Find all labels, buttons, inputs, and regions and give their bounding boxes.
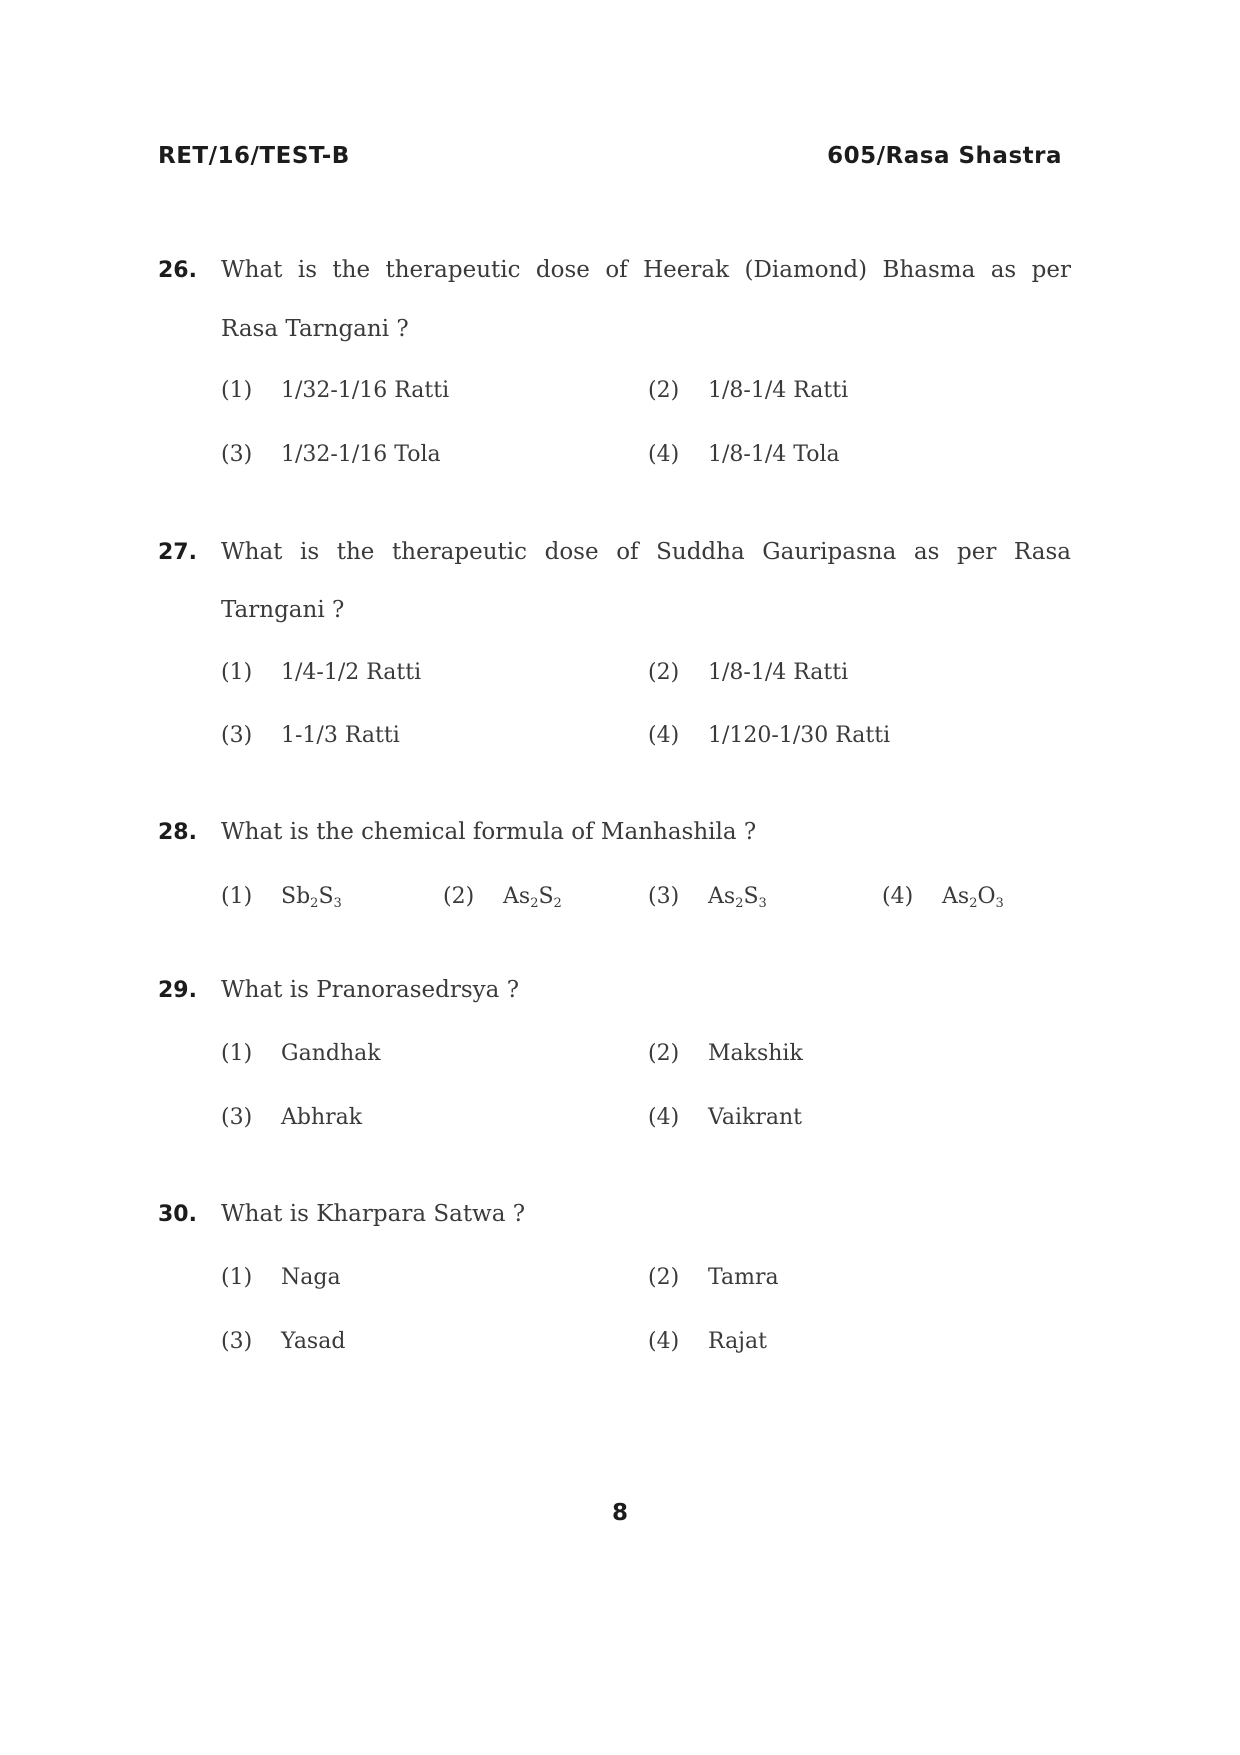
option-4: (4) Rajat xyxy=(648,1329,767,1354)
option-3: (3) 1-1/3 Ratti xyxy=(221,723,400,748)
subject-title: 605/Rasa Shastra xyxy=(827,143,1062,169)
question-number: 27. xyxy=(158,540,197,565)
option-1: (1) $Sb_2S_3$ xyxy=(221,884,342,911)
option-1: (1) Naga xyxy=(221,1265,341,1290)
question-text-continued: Rasa Tarngani ? xyxy=(221,316,409,342)
question-text: What is the therapeutic dose of Heerak (Diamond) Bhasma as per xyxy=(221,257,1071,283)
option-4: (4) $As_2O_3$ xyxy=(882,884,1004,911)
option-3: (3) Abhrak xyxy=(221,1105,363,1130)
option-4: (4) 1/8-1/4 Tola xyxy=(648,442,840,467)
option-4: (4) Vaikrant xyxy=(648,1105,802,1130)
option-2: (2) 1/8-1/4 Ratti xyxy=(648,660,849,685)
option-2: (2) Makshik xyxy=(648,1041,803,1066)
question-text: What is the chemical formula of Manhashila ? xyxy=(221,819,757,845)
question-number: 29. xyxy=(158,978,197,1003)
question-text: What is Kharpara Satwa ? xyxy=(221,1201,526,1227)
option-4: (4) 1/120-1/30 Ratti xyxy=(648,723,891,748)
option-1: (1) Gandhak xyxy=(221,1041,381,1066)
paper-code: RET/16/TEST-B xyxy=(158,143,350,169)
question-text: What is the therapeutic dose of Suddha Gauripasna as per Rasa xyxy=(221,539,1071,565)
option-2: (2) $As_2S_2$ xyxy=(443,884,562,911)
question-text-continued: Tarngani ? xyxy=(221,597,345,623)
option-1: (1) 1/32-1/16 Ratti xyxy=(221,378,450,403)
page-number: 8 xyxy=(611,1500,628,1526)
question-number: 26. xyxy=(158,258,197,283)
option-2: (2) 1/8-1/4 Ratti xyxy=(648,378,849,403)
option-1: (1) 1/4-1/2 Ratti xyxy=(221,660,422,685)
question-number: 28. xyxy=(158,820,197,845)
question-text: What is Pranorasedrsya ? xyxy=(221,977,520,1003)
option-3: (3) Yasad xyxy=(221,1329,346,1354)
option-3: (3) $As_2S_3$ xyxy=(648,884,767,911)
option-2: (2) Tamra xyxy=(648,1265,779,1290)
question-number: 30. xyxy=(158,1202,197,1227)
option-3: (3) 1/32-1/16 Tola xyxy=(221,442,441,467)
